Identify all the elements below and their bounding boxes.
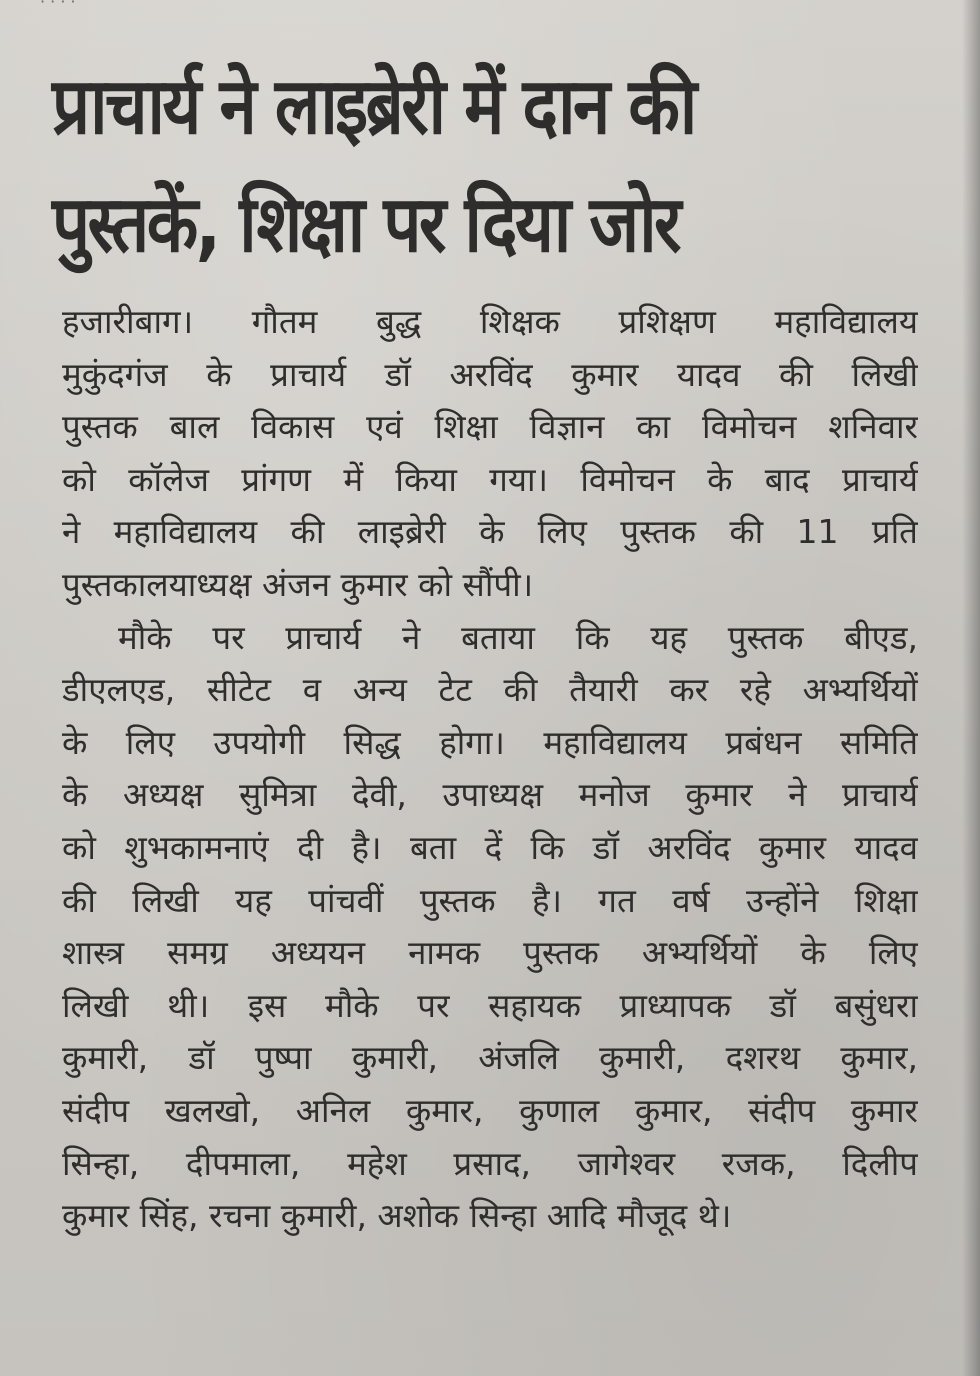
body-line: ने महाविद्यालय की लाइब्रेरी के लिए पुस्तक की 11 प्रति [62, 512, 918, 552]
paragraph-1 [62, 296, 918, 612]
body-line: डीएलएड, सीटेट व अन्य टेट की तैयारी कर रहे अभ्यर्थियों [62, 670, 918, 710]
body-line: सिन्हा, दीपमाला, महेश प्रसाद, जागेश्वर रजक, दिलीप [62, 1143, 918, 1183]
article-headline [52, 48, 809, 284]
body-line: पुस्तक बाल विकास एवं शिक्षा विज्ञान का विमोचन शनिवार [62, 407, 918, 447]
body-line: मौके पर प्राचार्य ने बताया कि यह पुस्तक बीएड, [118, 617, 918, 657]
body-line: हजारीबाग। गौतम बुद्ध शिक्षक प्रशिक्षण महाविद्यालय [62, 302, 918, 341]
body-line: की लिखी यह पांचवीं पुस्तक है। गत वर्ष उन्होंने शिक्षा [62, 880, 918, 920]
body-line: संदीप खलखो, अनिल कुमार, कुणाल कुमार, संदीप कुमार [62, 1090, 918, 1130]
headline-line: पुस्तकें, शिक्षा पर दिया जोर [52, 180, 679, 270]
cut-off-text-strip [40, 0, 240, 14]
body-line: मुकुंदगंज के प्राचार्य डॉ अरविंद कुमार यादव की लिखी [62, 354, 918, 394]
body-line: कुमार सिंह, रचना कुमारी, अशोक सिन्हा आदि मौजूद थे। [62, 1196, 732, 1236]
paragraph-2 [62, 612, 918, 1243]
body-line: को शुभकामनाएं दी है। बता दें कि डॉ अरविंद कुमार यादव [62, 827, 918, 867]
body-line: शास्त्र समग्र अध्ययन नामक पुस्तक अभ्यर्थियों के लिए [62, 933, 918, 973]
headline-line: प्राचार्य ने लाइब्रेरी में दान की [52, 62, 695, 152]
body-line: के अध्यक्ष सुमित्रा देवी, उपाध्यक्ष मनोज कुमार ने प्राचार्य [62, 775, 918, 815]
body-line: को कॉलेज प्रांगण में किया गया। विमोचन के बाद प्राचार्य [62, 459, 918, 499]
body-line: पुस्तकालयाध्यक्ष अंजन कुमार को सौंपी। [62, 564, 534, 604]
article-body [62, 296, 918, 1243]
page-edge-shadow [962, 0, 980, 1376]
body-line: के लिए उपयोगी सिद्ध होगा। महाविद्यालय प्रबंधन समिति [62, 722, 918, 762]
body-line: कुमारी, डॉ पुष्पा कुमारी, अंजलि कुमारी, दशरथ कुमार, [62, 1038, 918, 1078]
cut-off-text: · · · · [40, 0, 76, 11]
body-line: लिखी थी। इस मौके पर सहायक प्राध्यापक डॉ बसुंधरा [62, 985, 918, 1025]
